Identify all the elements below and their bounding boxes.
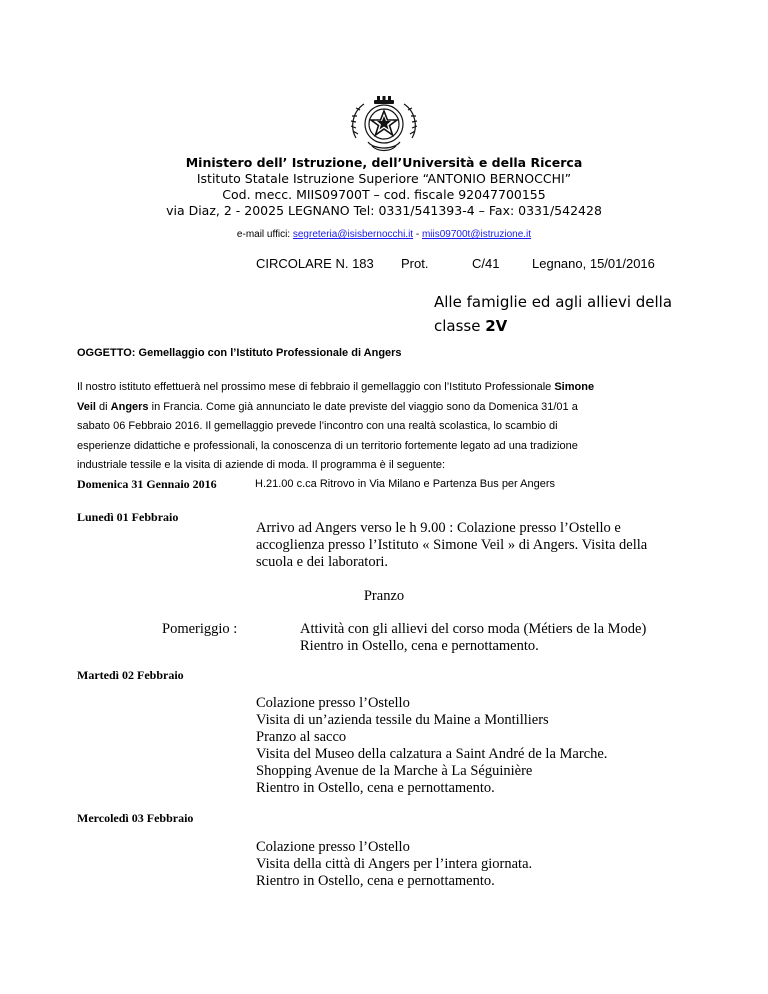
email-label: e-mail uffici:: [236, 229, 293, 240]
day4-line-3: Rientro in Ostello, cena e pernottamento.: [256, 873, 495, 889]
protocol-label: Prot.: [401, 256, 429, 271]
day4-line-1: Colazione presso l’Ostello: [256, 839, 410, 855]
day4-line-2: Visita della città di Angers per l’intera giornata.: [256, 856, 533, 872]
day4-details: [256, 839, 532, 890]
intro-line-3: sabato 06 Febbraio 2016. Il gemellaggio prevede l’incontro con una realtà scolastica, lo scambio di: [77, 420, 558, 432]
day3-line-3: Pranzo al sacco: [256, 729, 347, 745]
intro-line-2: Veil di Angers in Francia. Come già annunciato le date previste del viaggio sono da Domenica 31/01 a: [77, 400, 578, 413]
ministry-name: Ministero dell’ Istruzione, dell’Università e della Ricerca: [185, 155, 583, 170]
intro-line-1: Il nostro istituto effettuerà nel prossimo mese di febbraio il gemellaggio con l’Istituto Professionale Simone: [77, 381, 595, 393]
day4-label: Mercoledì 03 Febbraio: [77, 811, 194, 825]
day2-label: Lunedì 01 Febbraio: [77, 510, 179, 524]
circolare-number: CIRCOLARE N. 183: [256, 256, 374, 271]
day1-text: H.21.00 c.ca Ritrovo in Via Milano e Partenza Bus per Angers: [255, 478, 556, 490]
subject-line: OGGETTO: Gemellaggio con l’Istituto Professionale di Angers: [77, 347, 402, 359]
pomeriggio-line-2: Rientro in Ostello, cena e pernottamento.: [300, 638, 539, 654]
day3-line-1: Colazione presso l’Ostello: [256, 695, 410, 711]
day3-details: [256, 695, 607, 797]
intro-line-5: industriale tessile e la visita di aziende di moda. Il programma è il seguente:: [77, 459, 446, 471]
recipient-line-1: Alle famiglie ed agli allievi della: [434, 293, 673, 311]
email-line: [0, 229, 768, 240]
day3-line-2: Visita di un’azienda tessile du Maine a Montilliers: [256, 712, 549, 728]
email-separator: -: [413, 229, 422, 240]
pomeriggio-details: [300, 621, 646, 655]
institute-codes: Cod. mecc. MIIS09700T – cod. fiscale 92047700155: [222, 187, 546, 202]
recipient-class: 2V: [485, 317, 508, 335]
email-link-istruzione[interactable]: miis09700t@istruzione.it: [421, 229, 532, 240]
italian-republic-emblem-icon: [344, 94, 424, 156]
day3-label: Martedì 02 Febbraio: [77, 668, 184, 682]
intro-paragraph: [77, 378, 594, 476]
protocol-code: C/41: [472, 256, 500, 271]
day1-label: Domenica 31 Gennaio 2016: [77, 477, 217, 491]
recipient-class-prefix: classe: [434, 317, 486, 335]
day2-line-3: scuola e dei laboratori.: [256, 554, 389, 570]
institute-name: Istituto Statale Istruzione Superiore “ANTONIO BERNOCCHI”: [196, 171, 572, 186]
day3-line-5: Shopping Avenue de la Marche à La Séguinière: [256, 763, 533, 779]
day2-line-2: accoglienza presso l’Istituto « Simone Veil » di Angers. Visita della: [256, 537, 648, 553]
institute-address: via Diaz, 2 - 20025 LEGNANO Tel: 0331/541393-4 – Fax: 0331/542428: [166, 203, 602, 218]
day2-line-1: Arrivo ad Angers verso le h 9.00 : Colazione presso l’Ostello e: [256, 520, 621, 536]
day3-line-6: Rientro in Ostello, cena e pernottamento.: [256, 780, 495, 796]
day3-line-4: Visita del Museo della calzatura a Saint André de la Marche.: [256, 746, 608, 762]
recipient-line-2: [434, 317, 507, 335]
day2-details: [256, 520, 647, 571]
pomeriggio-label: Pomeriggio :: [162, 621, 238, 637]
pranzo-label: Pranzo: [363, 588, 405, 604]
place-date: Legnano, 15/01/2016: [532, 256, 655, 271]
pomeriggio-line-1: Attività con gli allievi del corso moda (Métiers de la Mode): [300, 621, 647, 637]
email-link-segreteria[interactable]: segreteria@isisbernocchi.it: [292, 229, 414, 240]
intro-line-4: esperienze didattiche e professionali, la conoscenza di un territorio fortemente legato ad una tradizione: [77, 439, 578, 452]
